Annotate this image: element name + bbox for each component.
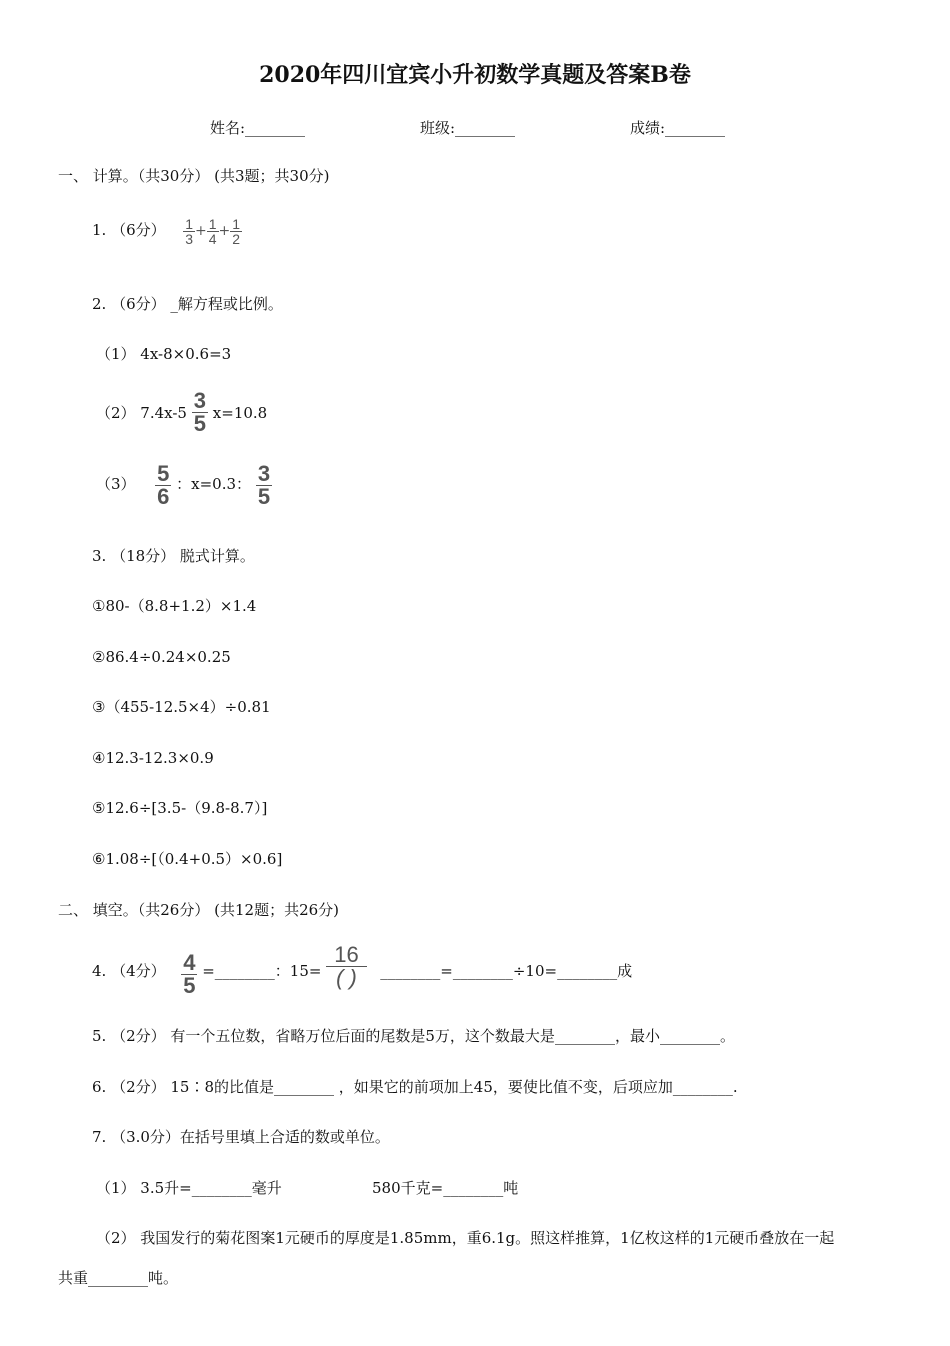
question-3-label: 3. （18分） 脱式计算。 bbox=[92, 547, 255, 565]
question-2-part3 bbox=[96, 460, 272, 508]
question-4-blanks: ________=________÷10=________成 bbox=[380, 962, 633, 980]
part3-ratio: ：x=0.3： bbox=[176, 475, 252, 493]
plus-sign: + bbox=[194, 223, 207, 239]
question-7-part1b: 580千克=________吨 bbox=[372, 1179, 519, 1197]
question-7-part1a: （1） 3.5升=________毫升 bbox=[96, 1179, 282, 1197]
calc-item: ④12.3-12.3×0.9 bbox=[92, 749, 214, 767]
question-7-part2-cont: 共重________吨。 bbox=[58, 1269, 179, 1287]
question-2-part2 bbox=[96, 390, 267, 435]
question-5: 5. （2分） 有一个五位数，省略万位后面的尾数是5万，这个数最大是________，最小________。 bbox=[92, 1027, 735, 1045]
question-7-part2: （2） 我国发行的菊花图案1元硬币的厚度是1.85mm，重6.1g。照这样推算，1亿枚这样的1元硬币叠放在一起 bbox=[96, 1229, 835, 1247]
fraction-16-blank: $\frac{16}{( )}$ bbox=[326, 944, 366, 989]
question-4-label: 4. （4分） bbox=[92, 962, 166, 980]
fraction-4-5: $\frac{4}{5}$ bbox=[183, 950, 196, 998]
question-6: 6. （2分） 15∶8的比值是________ ，如果它的前项加上45，要使比值不变，后项应加________. bbox=[92, 1078, 738, 1096]
question-4 bbox=[92, 944, 632, 997]
calc-item: ③（455-12.5×4）÷0.81 bbox=[92, 698, 271, 716]
part3-prefix: （3） bbox=[96, 475, 136, 493]
calc-item: ⑤12.6÷[3.5-（9.8-8.7）] bbox=[92, 799, 268, 817]
question-7-label: 7. （3.0分）在括号里填上合适的数或单位。 bbox=[92, 1128, 390, 1146]
score-field: 成绩:________ bbox=[630, 119, 726, 137]
question-1-label: 1. （6分） bbox=[92, 221, 166, 239]
fraction-1-2: $\frac{1}{2}$ bbox=[232, 215, 241, 247]
part2-suffix: x=10.8 bbox=[212, 404, 268, 422]
question-2-label: 2. （6分） _解方程或比例。 bbox=[92, 295, 283, 313]
fraction-5-6: $\frac{5}{6}$ bbox=[157, 461, 170, 509]
fraction-3-5: $\frac{3}{5}$ bbox=[193, 388, 207, 436]
fraction-1-3: $\frac{1}{3}$ bbox=[185, 215, 193, 247]
section2-heading: 二、 填空。（共26分） (共12题；共26分) bbox=[58, 901, 340, 919]
section1-heading: 一、 计算。（共30分） (共3题；共30分) bbox=[58, 167, 330, 185]
fraction-1-4: $\frac{1}{4}$ bbox=[208, 215, 217, 247]
name-field: 姓名:________ bbox=[210, 119, 306, 137]
part2-prefix: （2） 7.4x-5 bbox=[96, 404, 187, 422]
question-1 bbox=[92, 212, 242, 249]
calc-item: ②86.4÷0.24×0.25 bbox=[92, 648, 231, 666]
page-title: 2020年四川宜宾小升初数学真题及答案B卷 bbox=[259, 62, 691, 88]
question-2-part1: （1） 4x-8×0.6=3 bbox=[96, 345, 232, 363]
fraction-3-5-b: $\frac{3}{5}$ bbox=[257, 461, 271, 509]
class-field: 班级:________ bbox=[420, 119, 516, 137]
calc-item: ①80-（8.8+1.2）×1.4 bbox=[92, 597, 257, 615]
plus-sign: + bbox=[218, 223, 231, 239]
calc-item: ⑥1.08÷[（0.4+0.5）×0.6] bbox=[92, 850, 283, 868]
question-4-blank1: =________：15= bbox=[202, 962, 322, 980]
